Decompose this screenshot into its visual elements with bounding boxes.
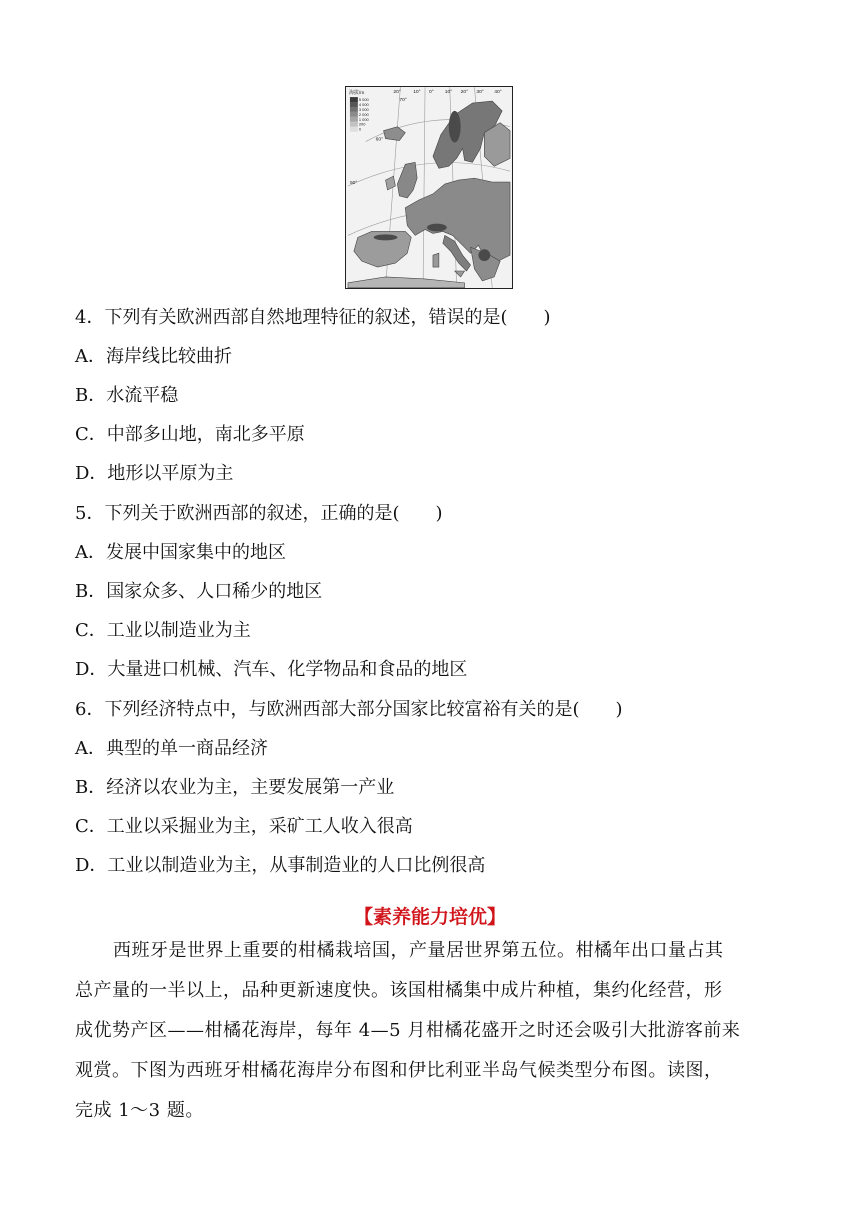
legend-title: 海拔/m — [348, 91, 365, 97]
passage-line: 完成 1～3 题。 — [75, 1100, 204, 1121]
lat-label: 60° — [375, 137, 384, 143]
map-svg — [346, 87, 512, 288]
lon-label: 20° — [393, 90, 401, 96]
legend-value: 1 000 — [358, 116, 369, 122]
question-4-option-d: D．地形以平原为主 — [75, 463, 234, 484]
legend-value: 0 — [358, 126, 362, 132]
legend-value: 4 000 — [358, 101, 369, 107]
question-4-option-c: C．中部多山地，南北多平原 — [75, 424, 305, 445]
passage-line: 成优势产区——柑橘花海岸，每年 4—5 月柑橘花盛开之时还会吸引大批游客前来 — [75, 1020, 741, 1041]
question-5-option-d: D．大量进口机械、汽车、化学物品和食品的地区 — [75, 659, 468, 680]
question-5-option-a: A．发展中国家集中的地区 — [75, 542, 286, 563]
legend-value: 2 000 — [358, 111, 369, 117]
legend-value: 5 000 — [358, 97, 369, 103]
lon-label: 10° — [444, 90, 453, 96]
passage-line: 观赏。下图为西班牙柑橘花海岸分布图和伊比利亚半岛气候类型分布图。读图， — [75, 1060, 723, 1081]
lat-label: 50° — [349, 181, 358, 187]
passage-line: 总产量的一半以上，品种更新速度快。该国柑橘集中成片种植，集约化经营，形 — [75, 980, 723, 1001]
question-6-option-c: C．工业以采掘业为主，采矿工人收入很高 — [75, 816, 413, 837]
section-title: 【素养能力培优】 — [353, 906, 506, 928]
lon-label: 10° — [413, 90, 421, 96]
question-6-option-b: B．经济以农业为主，主要发展第一产业 — [75, 777, 395, 798]
legend-value: 3 000 — [358, 106, 369, 112]
lat-label: 70° — [399, 98, 407, 104]
question-4-option-a: A．海岸线比较曲折 — [75, 346, 232, 367]
question-4-stem: 4．下列有关欧洲西部自然地理特征的叙述，错误的是( ) — [75, 307, 551, 328]
lon-label: 20° — [460, 90, 469, 96]
question-5-option-b: B．国家众多、人口稀少的地区 — [75, 581, 323, 602]
question-6-stem: 6．下列经济特点中，与欧洲西部大部分国家比较富裕有关的是( ) — [75, 699, 623, 720]
question-6-option-a: A．典型的单一商品经济 — [75, 738, 268, 759]
lon-label: 0° — [429, 90, 434, 96]
question-6-option-d: D．工业以制造业为主，从事制造业的人口比例很高 — [75, 855, 486, 876]
question-4-option-b: B．水流平稳 — [75, 385, 179, 406]
question-5-stem: 5．下列关于欧洲西部的叙述，正确的是( ) — [75, 503, 443, 524]
lon-label: 40° — [494, 90, 502, 96]
passage-line: 西班牙是世界上重要的柑橘栽培国，产量居世界第五位。柑橘年出口量占其 — [113, 940, 724, 961]
legend-value: 200 — [358, 121, 366, 127]
lon-label: 30° — [476, 90, 484, 96]
europe-relief-map — [345, 86, 513, 289]
question-5-option-c: C．工业以制造业为主 — [75, 620, 251, 641]
